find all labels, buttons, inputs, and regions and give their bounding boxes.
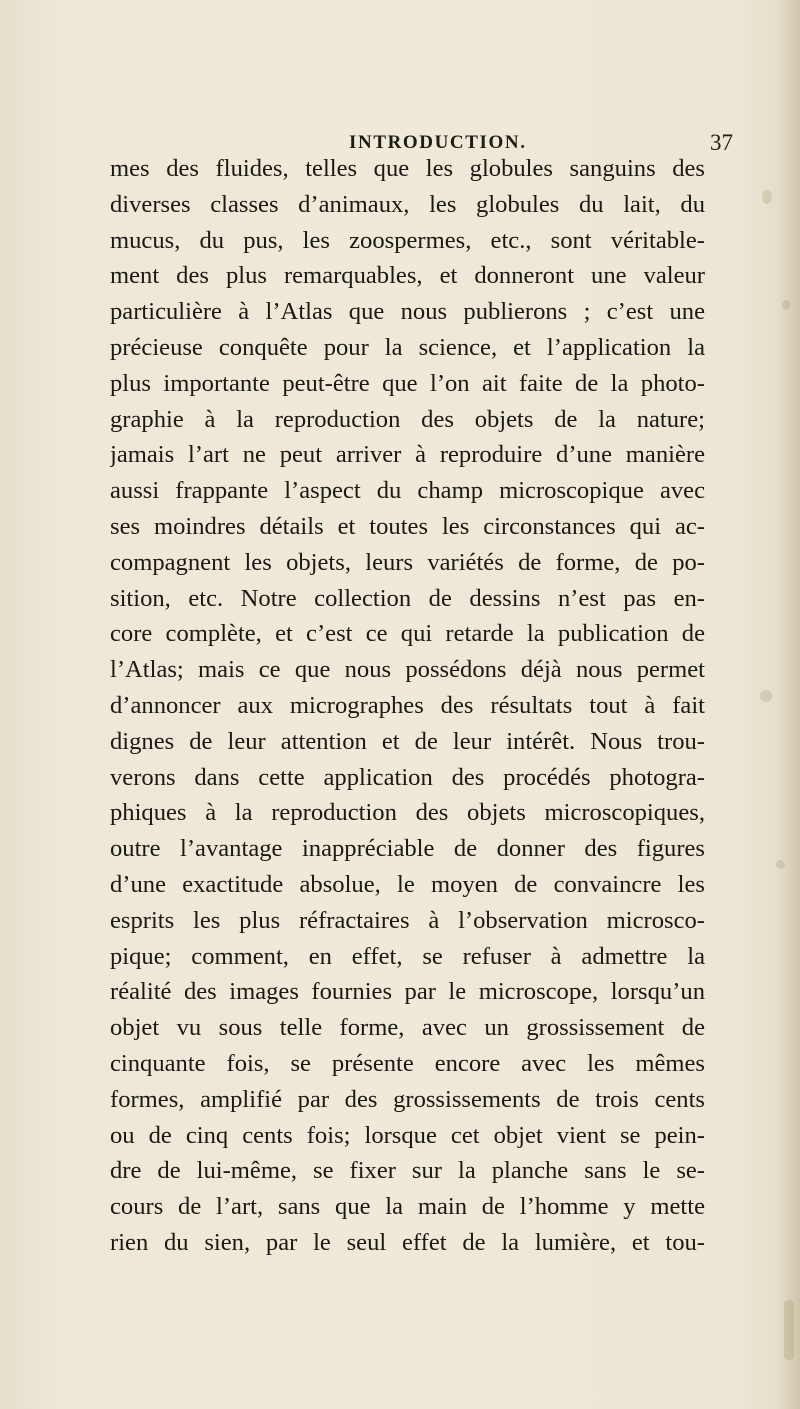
text-line: dre de lui-même, se fixer sur la planche sans le se-	[110, 1157, 705, 1185]
text-line: ou de cinq cents fois; lorsque cet objet vient se pein-	[110, 1121, 705, 1149]
text-line: dignes de leur attention et de leur intérêt. Nous trou-	[110, 727, 705, 755]
foxing-spot	[760, 690, 772, 702]
text-line: objet vu sous telle forme, avec un grossissement de	[110, 1014, 705, 1042]
text-line: sition, etc. Notre collection de dessins n’est pas en-	[110, 584, 705, 612]
text-line: graphie à la reproduction des objets de la nature;	[110, 405, 705, 433]
text-line: formes, amplifié par des grossissements de trois cents	[110, 1085, 705, 1113]
page-edge-shadow	[778, 0, 800, 1409]
foxing-spot	[762, 190, 772, 204]
page-number: 37	[710, 130, 733, 155]
text-line: ses moindres détails et toutes les circonstances qui ac-	[110, 512, 705, 540]
text-line: cours de l’art, sans que la main de l’homme y mette	[110, 1193, 705, 1221]
text-line: précieuse conquête pour la science, et l’application la	[110, 333, 705, 361]
text-line: cinquante fois, se présente encore avec les mêmes	[110, 1049, 705, 1077]
text-line: ment des plus remarquables, et donneront une valeur	[110, 262, 705, 290]
text-line: mucus, du pus, les zoospermes, etc., sont véritable-	[110, 226, 705, 254]
text-line: pique; comment, en effet, se refuser à admettre la	[110, 942, 705, 970]
text-line: particulière à l’Atlas que nous publierons ; c’est une	[110, 298, 705, 326]
foxing-spot	[784, 1300, 794, 1360]
text-line: mes des fluides, telles que les globules sanguins des	[110, 155, 705, 182]
text-line: plus importante peut-être que l’on ait faite de la photo-	[110, 369, 705, 397]
text-line: diverses classes d’animaux, les globules du lait, du	[110, 190, 705, 218]
foxing-spot	[776, 860, 785, 869]
text-line: d’annoncer aux micrographes des résultats tout à fait	[110, 691, 705, 719]
running-head: INTRODUCTION.	[349, 132, 527, 153]
text-line: esprits les plus réfractaires à l’observation microsco-	[110, 906, 705, 934]
text-line: d’une exactitude absolue, le moyen de convaincre les	[110, 870, 705, 898]
text-line: compagnent les objets, leurs variétés de forme, de po-	[110, 548, 705, 576]
text-line: jamais l’art ne peut arriver à reproduire d’une manière	[110, 441, 705, 469]
text-line: core complète, et c’est ce qui retarde la publication de	[110, 620, 705, 648]
body-paragraph	[110, 151, 705, 1261]
text-line: l’Atlas; mais ce que nous possédons déjà nous permet	[110, 656, 705, 684]
text-line: phiques à la reproduction des objets microscopiques,	[110, 799, 705, 827]
text-line: outre l’avantage inappréciable de donner des figures	[110, 835, 705, 863]
text-line: verons dans cette application des procédés photogra-	[110, 763, 705, 791]
foxing-spot	[782, 300, 790, 310]
text-line: rien du sien, par le seul effet de la lumière, et tou-	[110, 1228, 705, 1256]
text-line: aussi frappante l’aspect du champ microscopique avec	[110, 477, 705, 505]
text-line: réalité des images fournies par le microscope, lorsqu’un	[110, 978, 705, 1006]
